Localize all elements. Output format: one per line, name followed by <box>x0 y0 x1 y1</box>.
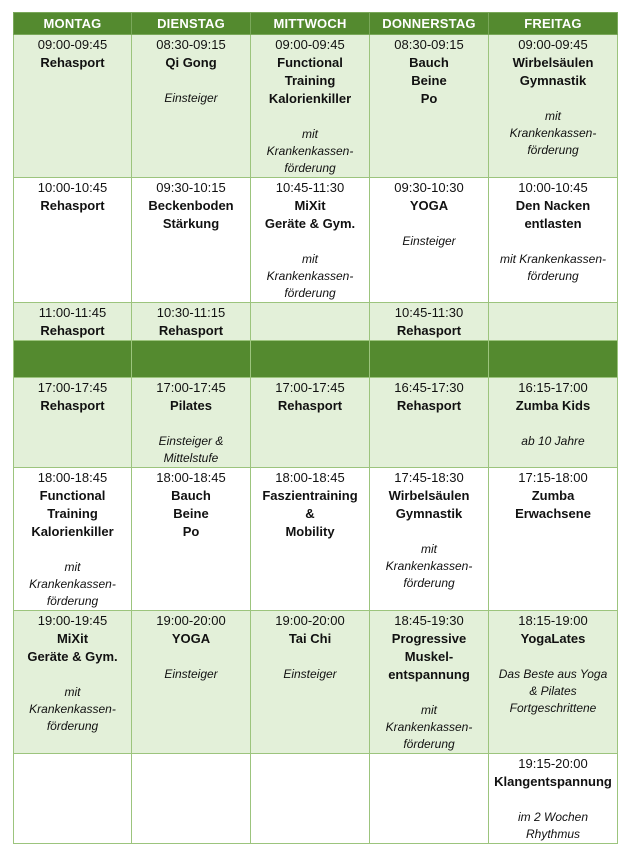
day-header-monday: MONTAG <box>14 13 132 35</box>
class-time: 18:15-19:00 <box>518 613 588 628</box>
midday-break-row <box>14 341 618 378</box>
class-time: 19:00-20:00 <box>275 613 345 628</box>
class-name: Tai Chi <box>288 631 332 646</box>
table-row <box>14 754 618 844</box>
class-cell <box>251 611 370 754</box>
class-time: 10:45-11:30 <box>275 180 345 195</box>
class-name: Geräte & Gym. <box>27 649 118 664</box>
class-note: förderung <box>403 737 455 751</box>
class-note: Das Beste aus Yoga <box>498 667 608 681</box>
class-name: Zumba Kids <box>515 398 591 413</box>
class-name: YOGA <box>171 631 211 646</box>
class-name: Beine <box>173 506 209 521</box>
class-note: förderung <box>46 594 99 608</box>
day-header-friday: FREITAG <box>489 13 618 35</box>
class-cell <box>370 468 489 611</box>
class-name: Training <box>47 506 98 521</box>
class-note: Mittelstufe <box>163 451 219 465</box>
class-time: 17:15-18:00 <box>518 470 588 485</box>
empty-cell <box>489 303 618 341</box>
class-note: mit <box>421 542 437 556</box>
class-time: 10:00-10:45 <box>518 180 588 195</box>
class-note: Einsteiger <box>283 667 337 681</box>
class-name: Functional <box>39 488 106 503</box>
class-cell <box>251 35 370 178</box>
class-name: Muskel- <box>404 649 454 664</box>
class-note: Krankenkassen- <box>29 577 116 591</box>
break-cell <box>132 341 251 378</box>
class-cell <box>251 378 370 468</box>
class-time: 17:45-18:30 <box>394 470 464 485</box>
class-time: 16:45-17:30 <box>394 380 464 395</box>
class-note: Krankenkassen- <box>29 702 116 716</box>
class-name: Rehasport <box>40 323 105 338</box>
class-name: YOGA <box>409 198 449 213</box>
class-name: Rehasport <box>396 323 462 338</box>
class-cell <box>370 611 489 754</box>
class-time: 10:45-11:30 <box>394 305 464 320</box>
class-cell <box>489 378 618 468</box>
break-cell <box>14 341 132 378</box>
class-name: Training <box>284 73 336 88</box>
class-name: Po <box>420 91 438 106</box>
break-cell <box>251 341 370 378</box>
empty-cell <box>14 754 132 844</box>
class-cell <box>489 178 618 303</box>
table-row <box>14 378 618 468</box>
class-note: Einsteiger <box>164 91 218 105</box>
day-header-thursday: DONNERSTAG <box>370 13 489 35</box>
class-note: mit <box>421 703 437 717</box>
class-note: Krankenkassen- <box>385 559 473 573</box>
class-note: förderung <box>46 719 99 733</box>
class-time: 17:00-17:45 <box>37 380 108 395</box>
class-time: 18:00-18:45 <box>156 470 226 485</box>
class-note: Fortgeschrittene <box>509 701 597 715</box>
class-note: im 2 Wochen <box>517 810 589 824</box>
class-name: Beckenboden <box>148 198 234 213</box>
class-cell <box>370 303 489 341</box>
class-note: mit <box>302 127 318 141</box>
schedule-table <box>13 12 618 844</box>
class-name: entspannung <box>388 667 470 682</box>
table-row <box>14 303 618 341</box>
class-note: & Pilates <box>529 684 577 698</box>
class-time: 19:00-20:00 <box>156 613 226 628</box>
class-name: Kalorienkiller <box>31 524 114 539</box>
class-time: 08:30-09:15 <box>156 37 226 52</box>
class-note: Krankenkassen- <box>266 269 354 283</box>
table-row <box>14 611 618 754</box>
empty-cell <box>251 303 370 341</box>
class-cell <box>14 468 132 611</box>
class-time: 19:00-19:45 <box>37 613 108 628</box>
class-note: Einsteiger <box>402 234 456 248</box>
class-note: mit <box>64 685 81 699</box>
class-name: Rehasport <box>277 398 343 413</box>
class-time: 09:00-09:45 <box>275 37 345 52</box>
class-name: Faszientraining <box>262 488 358 503</box>
class-cell <box>14 35 132 178</box>
class-cell <box>489 35 618 178</box>
class-time: 09:00-09:45 <box>518 37 588 52</box>
class-note: Krankenkassen- <box>385 720 473 734</box>
class-time: 18:00-18:45 <box>275 470 345 485</box>
class-time: 18:00-18:45 <box>37 470 108 485</box>
class-cell <box>132 35 251 178</box>
class-cell <box>489 754 618 844</box>
class-name: Rehasport <box>396 398 462 413</box>
class-cell <box>132 378 251 468</box>
class-name: Progressive <box>391 631 467 646</box>
class-name: MiXit <box>56 631 89 646</box>
class-cell <box>132 611 251 754</box>
class-name: Geräte & Gym. <box>264 216 356 231</box>
break-cell <box>489 341 618 378</box>
class-name: Mobility <box>285 524 335 539</box>
class-name: Stärkung <box>162 216 220 231</box>
break-cell <box>370 341 489 378</box>
class-name: Erwachsene <box>515 506 591 521</box>
class-name: Rehasport <box>40 398 105 413</box>
class-note: Einsteiger <box>164 667 218 681</box>
table-row <box>14 468 618 611</box>
class-name: Zumba <box>531 488 575 503</box>
class-cell <box>489 468 618 611</box>
class-name: Rehasport <box>40 55 105 70</box>
class-cell <box>132 303 251 341</box>
class-cell <box>132 468 251 611</box>
class-cell <box>14 178 132 303</box>
class-cell <box>370 378 489 468</box>
class-cell <box>489 611 618 754</box>
class-cell <box>14 611 132 754</box>
class-time: 09:00-09:45 <box>37 37 108 52</box>
class-note: Rhythmus <box>525 827 581 841</box>
class-name: Kalorienkiller <box>268 91 352 106</box>
class-name: Functional <box>277 55 343 70</box>
class-name: Wirbelsäulen <box>512 55 594 70</box>
class-time: 19:15-20:00 <box>518 756 588 771</box>
class-time: 18:45-19:30 <box>394 613 464 628</box>
class-note: ab 10 Jahre <box>521 434 585 448</box>
class-note: Krankenkassen- <box>509 126 597 140</box>
class-cell <box>251 178 370 303</box>
class-time: 08:30-09:15 <box>394 37 464 52</box>
class-cell <box>14 303 132 341</box>
class-note: mit Krankenkassen- <box>499 252 607 266</box>
class-cell <box>370 35 489 178</box>
class-name: & <box>305 506 315 521</box>
table-row <box>14 178 618 303</box>
class-name: Wirbelsäulen <box>388 488 470 503</box>
class-time: 10:30-11:15 <box>156 305 226 320</box>
class-name: Qi Gong <box>165 55 217 70</box>
class-name: Klangentspannung <box>494 774 612 789</box>
class-name: Bauch <box>409 55 449 70</box>
class-note: förderung <box>527 269 579 283</box>
class-cell <box>370 178 489 303</box>
class-name: Rehasport <box>158 323 224 338</box>
class-name: Beine <box>411 73 447 88</box>
empty-cell <box>132 754 251 844</box>
class-time: 17:00-17:45 <box>156 380 226 395</box>
class-note: mit <box>64 560 81 574</box>
class-time: 09:30-10:15 <box>156 180 226 195</box>
class-note: förderung <box>284 161 336 175</box>
class-time: 11:00-11:45 <box>38 305 107 320</box>
class-name: YogaLates <box>520 631 586 646</box>
class-note: förderung <box>527 143 579 157</box>
class-time: 10:00-10:45 <box>37 180 108 195</box>
class-time: 09:30-10:30 <box>394 180 464 195</box>
class-name: Rehasport <box>40 198 105 213</box>
class-note: förderung <box>403 576 455 590</box>
class-note: mit <box>302 252 318 266</box>
class-cell <box>14 378 132 468</box>
class-cell <box>251 468 370 611</box>
empty-cell <box>370 754 489 844</box>
class-name: Gymnastik <box>519 73 587 88</box>
empty-cell <box>251 754 370 844</box>
class-note: mit <box>545 109 561 123</box>
class-time: 17:00-17:45 <box>275 380 345 395</box>
class-note: Einsteiger & <box>158 434 224 448</box>
class-name: Gymnastik <box>395 506 463 521</box>
day-header-wednesday: MITTWOCH <box>251 13 370 35</box>
table-row <box>14 35 618 178</box>
class-time: 16:15-17:00 <box>518 380 588 395</box>
day-header-row <box>14 13 618 35</box>
class-name: Bauch <box>171 488 211 503</box>
day-header-tuesday: DIENSTAG <box>132 13 251 35</box>
class-note: förderung <box>284 286 336 300</box>
class-name: Po <box>182 524 200 539</box>
class-note: Krankenkassen- <box>266 144 354 158</box>
class-cell <box>132 178 251 303</box>
class-name: Pilates <box>170 398 212 413</box>
class-name: MiXit <box>294 198 326 213</box>
class-name: entlasten <box>524 216 582 231</box>
class-name: Den Nacken <box>515 198 591 213</box>
